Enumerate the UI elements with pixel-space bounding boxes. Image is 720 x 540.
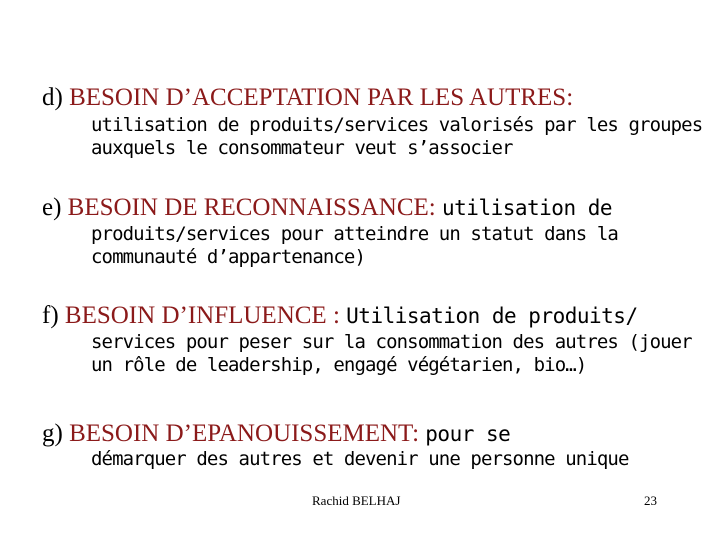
section-f-letter: f): [42, 302, 59, 329]
section-d-heading: [42, 84, 573, 112]
section-d-body: [91, 114, 702, 160]
section-e-letter: e): [42, 194, 62, 221]
section-e-body: [91, 223, 618, 269]
section-e-line-1: produits/services pour atteindre un statut dans la: [91, 223, 618, 245]
section-g-title: BESOIN D’EPANOUISSEMENT:: [69, 420, 420, 447]
section-g-letter: g): [42, 420, 63, 447]
section-d-title: BESOIN D’ACCEPTATION PAR LES AUTRES:: [69, 84, 574, 111]
section-e-title: BESOIN DE RECONNAISSANCE:: [67, 194, 436, 221]
section-g-inline: pour se: [425, 422, 511, 446]
section-f-line-2: un rôle de leadership, engagé végétarien, bio…): [91, 354, 587, 376]
section-f-title: BESOIN D’INFLUENCE :: [64, 302, 340, 329]
section-f-inline: Utilisation de produits/: [346, 304, 638, 328]
footer-author: Rachid BELHAJ: [312, 493, 401, 508]
section-e-inline: utilisation de: [442, 196, 613, 220]
section-e-line-2: communauté d’appartenance): [91, 246, 366, 268]
section-f-line-1: services pour peser sur la consommation des autres (jouer: [91, 331, 692, 353]
section-g-heading: [42, 420, 510, 448]
section-g-body: [91, 448, 629, 471]
section-g-line-1: démarquer des autres et devenir une personne unique: [91, 448, 629, 470]
section-e-heading: [42, 194, 612, 222]
section-d-line-2: auxquels le consommateur veut s’associer: [91, 137, 513, 159]
section-f-heading: [42, 302, 638, 330]
section-d-letter: d): [42, 84, 63, 111]
section-d-line-1: utilisation de produits/services valorisés par les groupes: [91, 114, 703, 136]
page-number: 23: [644, 493, 657, 508]
section-f-body: [91, 331, 692, 377]
